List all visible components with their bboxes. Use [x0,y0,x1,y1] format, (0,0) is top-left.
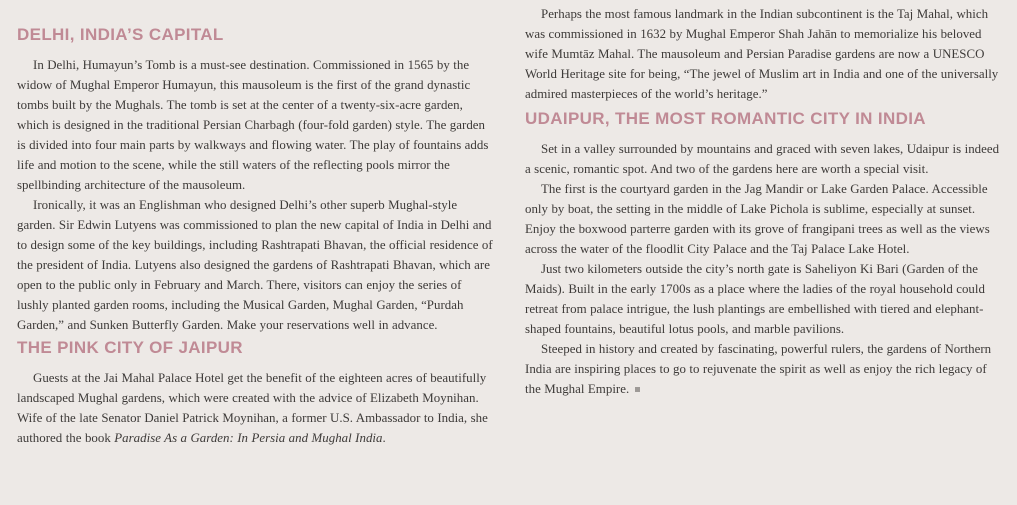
section-heading-jaipur: THE PINK CITY OF JAIPUR [17,338,243,357]
udaipur-paragraph-3: Just two kilometers outside the city’s north gate is Saheliyon Ki Bari (Garden of the Maids). Built in the early 1700s as a place where the ladies of the royal household could retreat from palace intrigue, the lush plantings are embellished with tiered and elephant-shaped fountains, beautiful lotus pools, and marble pavilions. [525,262,985,336]
left-column [17,0,494,448]
delhi-paragraph-2: Ironically, it was an Englishman who designed Delhi’s other superb Mughal-style garden. Sir Edwin Lutyens was commissioned to plan the new capital of India in Delhi and to design some of the key buildings, including Rashtrapati Bhavan, the official residence of the president of India. Lutyens also designed the gardens of Rashtrapati Bhavan, which are open to the public only in February and March. There, visitors can enjoy the series of lushly planted garden rooms, including the Musical Garden, Mughal Garden, “Purdah Garden,” and Sunken Butterfly Garden. Make your reservations well in advance. [17,198,493,332]
section-heading-delhi: DELHI, INDIA’S CAPITAL [17,25,224,44]
taj-mahal-paragraph: Perhaps the most famous landmark in the Indian subcontinent is the Taj Mahal, which was commissioned in 1632 by Mughal Emperor Shah Jahān to memorialize his beloved wife Mumtāz Mahal. The mausoleum and Persian Paradise gardens are now a UNESCO World Heritage site for being, “The jewel of Muslim art in India and one of the universally admired masterpieces of the world’s heritage.” [525,7,999,101]
section-heading-udaipur: UDAIPUR, THE MOST ROMANTIC CITY IN INDIA [525,109,926,128]
right-column [525,0,1005,399]
jaipur-paragraph-text: Guests at the Jai Mahal Palace Hotel get the benefit of the eighteen acres of beautifully landscaped Mughal gardens, which were created with the advice of Elizabeth Moynihan. Wife of the late Senator Daniel Patrick Moynihan, a former U.S. Ambassador to India, she authored the book [17,371,488,445]
end-of-article-marker [635,387,640,392]
closing-paragraph-text: Steeped in history and created by fascinating, powerful rulers, the gardens of Northern India are inspiring places to go to rejuvenate the spirit as well as enjoy the rich legacy of the Mughal Empire. [525,342,992,396]
book-title: Paradise As a Garden: In Persia and Mughal India [114,431,383,445]
jaipur-paragraph-end: . [382,431,386,445]
udaipur-paragraph-2: The first is the courtyard garden in the Jag Mandir or Lake Garden Palace. Accessible only by boat, the setting in the middle of Lake Pichola is sublime, especially at sunset. Enjoy the boxwood parterre garden with its grove of frangipani trees as well as the views across the water of the floodlit City Palace and the Taj Palace Lake Hotel. [525,182,990,256]
udaipur-paragraph-1: Set in a valley surrounded by mountains and graced with seven lakes, Udaipur is indeed a scenic, romantic spot. And two of the gardens here are worth a special visit. [525,142,1000,176]
jaipur-paragraph [17,368,494,448]
delhi-paragraph-1: In Delhi, Humayun’s Tomb is a must-see destination. Commissioned in 1565 by the widow of Mughal Emperor Humayun, this mausoleum is the first of the grand dynastic tombs built by the Mughals. The tomb is set at the center of a twenty-six-acre garden, which is designed in the traditional Persian Charbagh (four-fold garden) style. The garden is divided into four main parts by walkways and flowing water. The play of fountains adds life and motion to the scene, while the still waters of the reflecting pools mirror the spellbinding architecture of the mausoleum. [17,58,489,192]
closing-paragraph [525,339,1005,399]
